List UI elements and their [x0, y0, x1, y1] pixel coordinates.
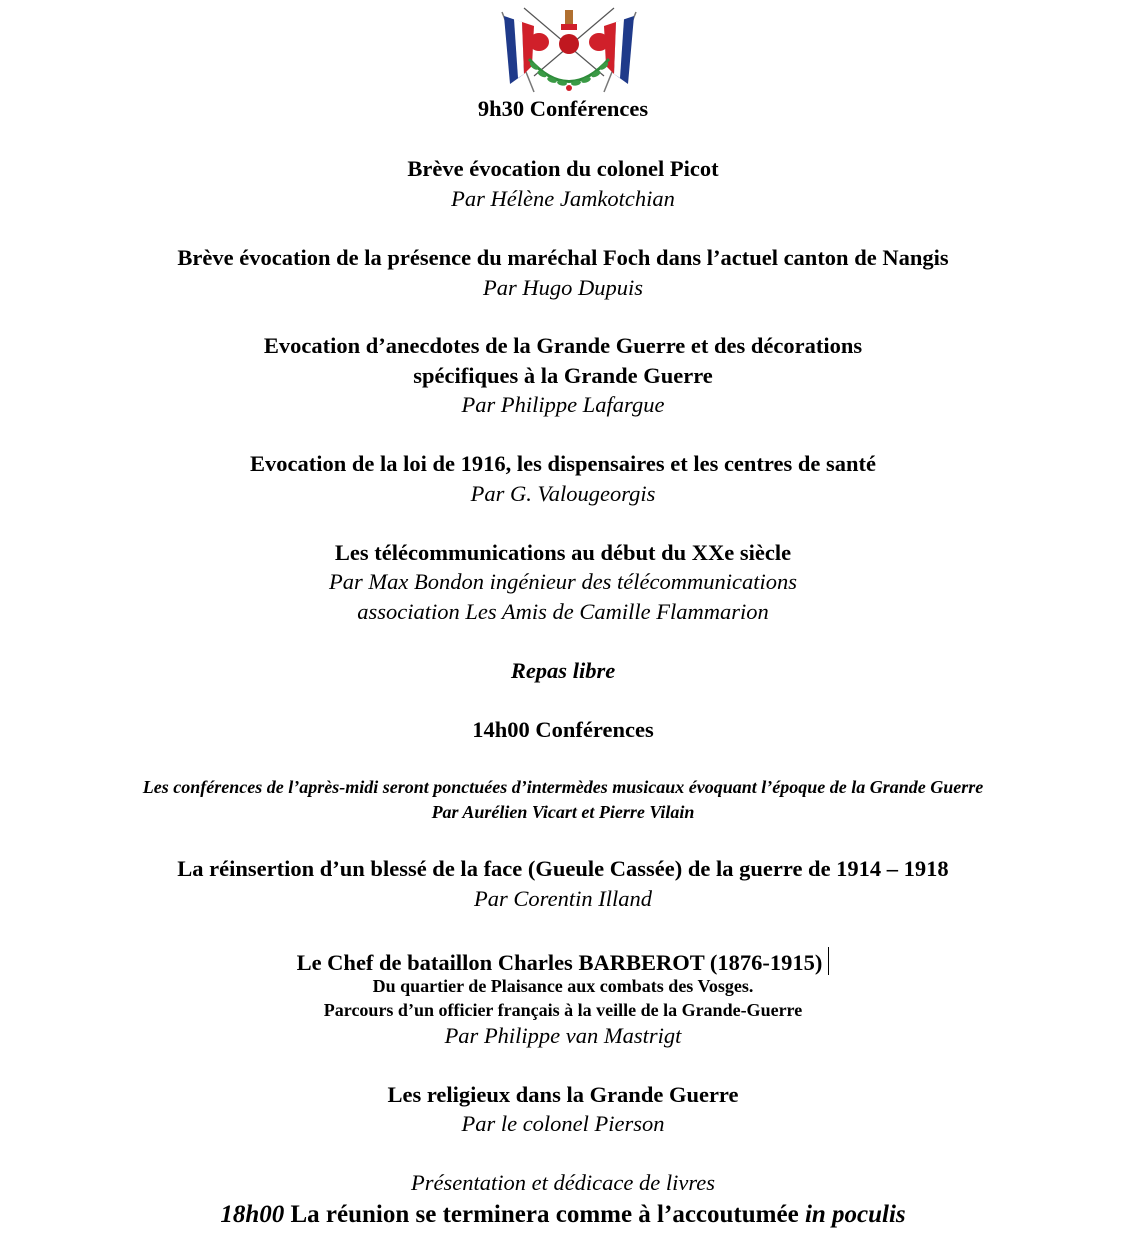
talk-title: Evocation de la loi de 1916, les dispensaires et les centres de santé — [249, 451, 876, 476]
closing-line — [0, 1202, 1126, 1227]
talk-title: La réinsertion d’un blessé de la face (Gueule Cassée) de la guerre de 1914 – 1918 — [177, 856, 949, 881]
talk-title — [0, 947, 1126, 975]
talk-speaker-line2: association Les Amis de Camille Flammarion — [357, 599, 769, 624]
talk-subtitle-line2: Parcours d’un officier français à la veille de la Grande-Guerre — [323, 1000, 803, 1020]
talk-title: Les télécommunications au début du XXe siècle — [334, 540, 792, 565]
talk-title: Evocation d’anecdotes de la Grande Guerre et des décorations — [263, 333, 863, 358]
talk-speaker: Par Philippe van Mastrigt — [444, 1023, 682, 1048]
tricolor-laurel-emblem-icon — [494, 4, 644, 96]
talk-speaker: Par le colonel Pierson — [461, 1111, 665, 1136]
talk-title: Brève évocation du colonel Picot — [407, 156, 719, 181]
closing-latin: in poculis — [804, 1201, 906, 1228]
talk-speaker: Par Hugo Dupuis — [482, 275, 643, 300]
afternoon-heading: 14h00 Conférences — [472, 717, 654, 742]
afternoon-note: Les conférences de l’après-midi seront ponctuées d’intermèdes musicaux évoquant l’époque de la Grande Guerre — [142, 777, 984, 797]
talk-speaker: Par Philippe Lafargue — [461, 392, 665, 417]
afternoon-note-musicians: Par Aurélien Vicart et Pierre Vilain — [431, 802, 695, 822]
closing-text: La réunion se terminera comme à l’accoutumée — [284, 1201, 805, 1228]
talk-speaker: Par Max Bondon ingénieur des télécommunications — [328, 569, 798, 594]
text-cursor — [828, 947, 829, 975]
talk-title: Brève évocation de la présence du maréchal Foch dans l’actuel canton de Nangis — [177, 245, 949, 270]
talk-title-line2: spécifiques à la Grande Guerre — [413, 363, 713, 388]
talk-speaker: Par Hélène Jamkotchian — [451, 186, 675, 211]
talk-subtitle: Du quartier de Plaisance aux combats des Vosges. — [372, 976, 754, 996]
closing-time: 18h00 — [220, 1201, 285, 1228]
morning-heading: 9h30 Conférences — [477, 96, 649, 121]
lunch-break: Repas libre — [510, 658, 616, 683]
talk-speaker: Par G. Valougeorgis — [470, 481, 656, 506]
talk-title: Les religieux dans la Grande Guerre — [387, 1082, 739, 1107]
talk-title-text: Le Chef de bataillon Charles BARBEROT (1876-1915) — [296, 950, 823, 975]
talk-speaker: Par Corentin Illand — [474, 886, 652, 911]
book-signing: Présentation et dédicace de livres — [410, 1170, 716, 1195]
